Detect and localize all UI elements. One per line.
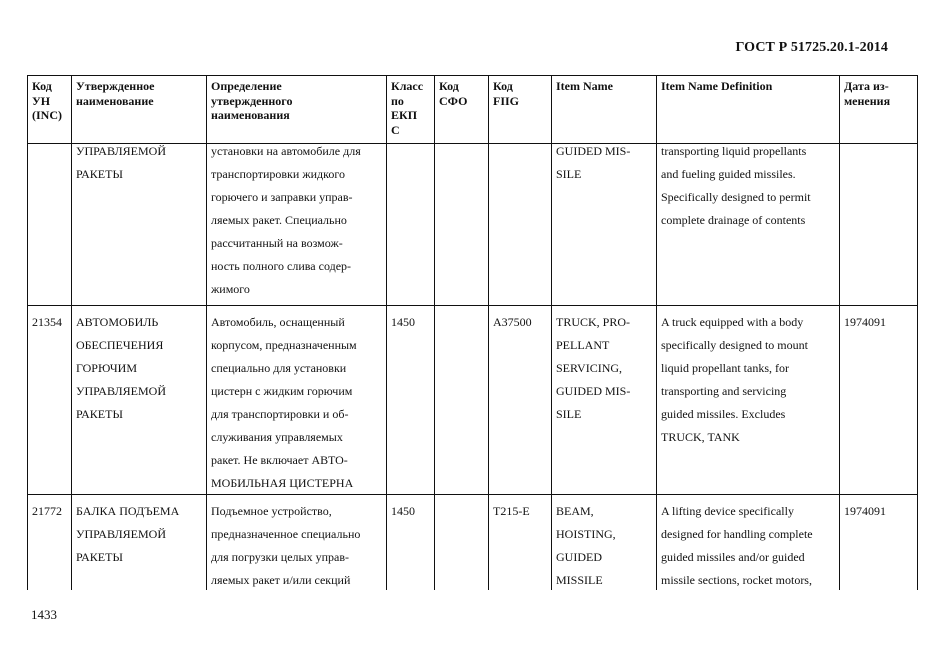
cell-definition: [207, 144, 387, 306]
cell-date: [840, 306, 918, 495]
header-line: по: [391, 93, 404, 108]
cell-line: ракет. Не включает АВТО-: [211, 453, 348, 467]
cell-line: 21354: [32, 315, 62, 329]
cell-line: SILE: [556, 407, 582, 421]
table-row: [28, 144, 918, 306]
cell-line: для погрузки целых управ-: [211, 550, 349, 564]
cell-line: РАКЕТЫ: [76, 167, 123, 181]
cell-class: [387, 495, 435, 590]
column-header: [657, 76, 840, 144]
cell-line: жимого: [211, 282, 250, 296]
header-line: Код: [493, 79, 513, 93]
header-line: FIIG: [493, 93, 520, 108]
table-row: [28, 495, 918, 590]
cell-line: designed for handling complete: [661, 527, 813, 541]
cell-line: A truck equipped with a body: [661, 315, 804, 329]
cell-item-name: [552, 144, 657, 306]
column-header: [489, 76, 552, 144]
cell-line: ляемых ракет. Специально: [211, 213, 347, 227]
cell-line: missile sections, rocket motors,: [661, 573, 812, 587]
cell-approved-name: [72, 144, 207, 306]
cell-fiig: [489, 306, 552, 495]
cell-line: 1974091: [844, 315, 886, 329]
cell-line: рассчитанный на возмож-: [211, 236, 343, 250]
cell-definition: [207, 306, 387, 495]
standard-code: ГОСТ Р 51725.20.1-2014: [735, 40, 888, 55]
header-line: УН: [32, 93, 51, 108]
cell-approved-name: [72, 306, 207, 495]
catalog-table: [27, 75, 918, 590]
cell-line: ОБЕСПЕЧЕНИЯ: [76, 338, 164, 352]
header-line: менения: [844, 93, 891, 108]
cell-line: предназначенное специально: [211, 527, 361, 541]
cell-line: установки на автомобиле для: [211, 144, 361, 158]
cell-line: Specifically designed to permit: [661, 190, 811, 204]
cell-line: TRUCK, PRO-: [556, 315, 631, 329]
page-number: 1433: [31, 607, 57, 622]
cell-line: guided missiles and/or guided: [661, 550, 805, 564]
cell-line: transporting liquid propellants: [661, 144, 807, 158]
cell-item-definition: [657, 306, 840, 495]
cell-date: [840, 144, 918, 306]
cell-definition: [207, 495, 387, 590]
cell-line: УПРАВЛЯЕМОЙ: [76, 527, 166, 541]
header-line: Определение: [211, 79, 282, 93]
cell-line: Подъемное устройство,: [211, 504, 332, 518]
cell-line: ность полного слива содер-: [211, 259, 352, 273]
cell-class: [387, 144, 435, 306]
header-line: утвержденного: [211, 93, 293, 108]
cell-line: ГОРЮЧИМ: [76, 361, 137, 375]
cell-fiig: [489, 495, 552, 590]
header-line: наименование: [76, 93, 154, 108]
cell-item-definition: [657, 144, 840, 306]
cell-line: РАКЕТЫ: [76, 550, 123, 564]
cell-line: горючего и заправки управ-: [211, 190, 353, 204]
cell-line: 21772: [32, 504, 62, 518]
cell-line: A37500: [493, 315, 532, 329]
cell-sfo: [435, 495, 489, 590]
cell-inc: [28, 306, 72, 495]
cell-line: complete drainage of contents: [661, 213, 806, 227]
table-row: [28, 306, 918, 495]
column-header: [72, 76, 207, 144]
header-line: (INC): [32, 108, 62, 122]
header-row: [28, 76, 918, 144]
cell-sfo: [435, 306, 489, 495]
header-line: Утвержденное: [76, 79, 155, 93]
cell-fiig: [489, 144, 552, 306]
cell-line: Автомобиль, оснащенный: [211, 315, 345, 329]
cell-line: GUIDED MIS-: [556, 384, 631, 398]
column-header: [28, 76, 72, 144]
column-header: [840, 76, 918, 144]
header-line: Код: [439, 79, 459, 93]
cell-line: 1974091: [844, 504, 886, 518]
cell-line: БАЛКА ПОДЪЕМА: [76, 504, 180, 518]
cell-line: ляемых ракет и/или секций: [211, 573, 351, 587]
cell-inc: [28, 495, 72, 590]
cell-line: SERVICING,: [556, 361, 623, 375]
cell-line: GUIDED MIS-: [556, 144, 631, 158]
cell-line: специально для установки: [211, 361, 347, 375]
cell-item-name: [552, 495, 657, 590]
cell-line: liquid propellant tanks, for: [661, 361, 789, 375]
header-line: Код: [32, 79, 52, 93]
header-line: СФО: [439, 93, 468, 108]
column-header: [435, 76, 489, 144]
cell-line: A lifting device specifically: [661, 504, 794, 518]
cell-line: specifically designed to mount: [661, 338, 808, 352]
column-header: [207, 76, 387, 144]
cell-line: T215-E: [493, 504, 530, 518]
header-line: наименования: [211, 108, 290, 122]
cell-line: УПРАВЛЯЕМОЙ: [76, 144, 166, 158]
cell-line: для транспортировки и об-: [211, 407, 349, 421]
cell-line: PELLANT: [556, 338, 610, 352]
header-line: Класс: [391, 79, 424, 93]
cell-line: РАКЕТЫ: [76, 407, 123, 421]
cell-line: TRUCK, TANK: [661, 430, 740, 444]
header-line: С: [391, 122, 400, 137]
cell-line: MISSILE: [556, 573, 603, 587]
cell-line: УПРАВЛЯЕМОЙ: [76, 384, 166, 398]
column-header: [387, 76, 435, 144]
cell-line: корпусом, предназначенным: [211, 338, 357, 352]
cell-line: 1450: [391, 315, 415, 329]
cell-line: транспортировки жидкого: [211, 167, 345, 181]
header-line: Дата из-: [844, 79, 889, 93]
cell-line: GUIDED: [556, 550, 602, 564]
cell-item-name: [552, 306, 657, 495]
cell-line: BEAM,: [556, 504, 594, 518]
cell-line: HOISTING,: [556, 527, 616, 541]
cell-line: служивания управляемых: [211, 430, 343, 444]
cell-approved-name: [72, 495, 207, 590]
cell-line: 1450: [391, 504, 415, 518]
cell-item-definition: [657, 495, 840, 590]
column-header: [552, 76, 657, 144]
header-line: Item Name Definition: [661, 79, 773, 93]
cell-line: цистерн с жидким горючим: [211, 384, 353, 398]
cell-line: transporting and servicing: [661, 384, 787, 398]
cell-class: [387, 306, 435, 495]
cell-line: guided missiles. Excludes: [661, 407, 786, 421]
cell-date: [840, 495, 918, 590]
header-line: ЕКП: [391, 108, 418, 122]
header-line: Item Name: [556, 79, 613, 93]
cell-line: МОБИЛЬНАЯ ЦИСТЕРНА: [211, 476, 354, 490]
cell-sfo: [435, 144, 489, 306]
cell-line: and fueling guided missiles.: [661, 167, 796, 181]
cell-inc: [28, 144, 72, 306]
cell-line: SILE: [556, 167, 582, 181]
cell-line: АВТОМОБИЛЬ: [76, 315, 159, 329]
